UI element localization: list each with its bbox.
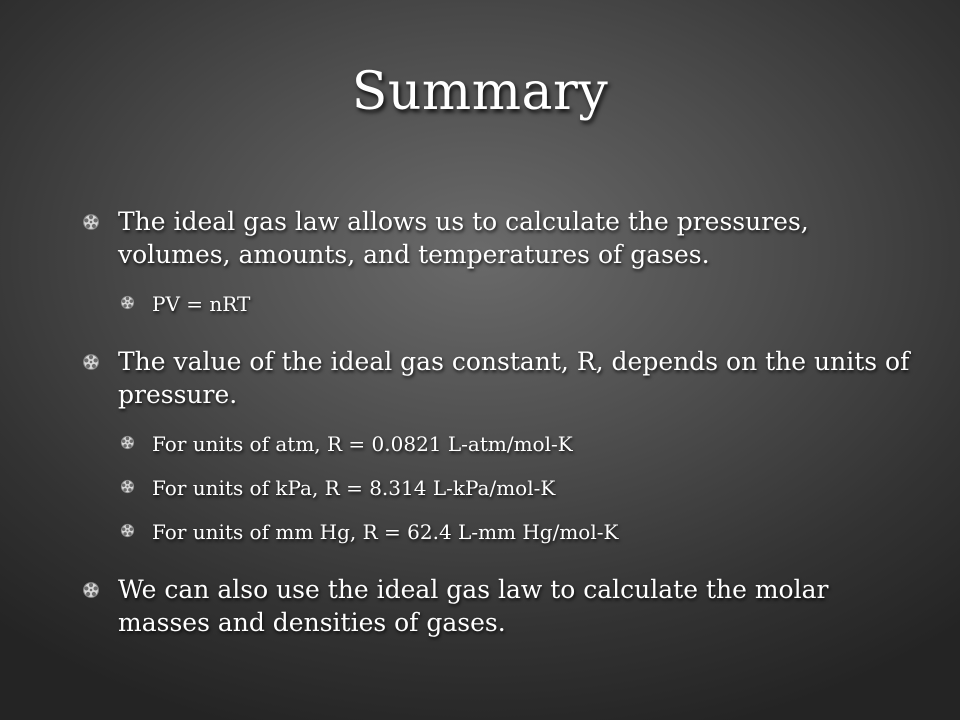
bullet-list (82, 205, 922, 639)
bullet-item (82, 205, 922, 271)
wheel-bullet-icon (82, 213, 100, 231)
bullet-item (82, 345, 922, 411)
sub-bullet-item (82, 431, 922, 457)
sub-bullet-text: For units of atm, R = 0.0821 L-atm/mol-K (152, 432, 573, 456)
wheel-bullet-icon (120, 523, 135, 538)
sub-bullet-item (82, 519, 922, 545)
wheel-bullet-icon (120, 295, 135, 310)
sub-bullet-item (82, 475, 922, 501)
bullet-text: The value of the ideal gas constant, R, depends on the units of pressure. (118, 347, 910, 409)
wheel-bullet-icon (82, 581, 100, 599)
slide-title: Summary (351, 62, 609, 122)
bullet-item (82, 573, 922, 639)
sub-bullet-item (82, 291, 922, 317)
bullet-text: The ideal gas law allows us to calculate the pressures, volumes, amounts, and temperatures of gases. (118, 207, 809, 269)
bullet-text: We can also use the ideal gas law to calculate the molar masses and densities of gases. (118, 575, 829, 637)
sub-bullet-text: For units of mm Hg, R = 62.4 L-mm Hg/mol-K (152, 520, 619, 544)
sub-bullet-text: For units of kPa, R = 8.314 L-kPa/mol-K (152, 476, 556, 500)
wheel-bullet-icon (120, 435, 135, 450)
sub-bullet-text: PV = nRT (152, 292, 251, 316)
wheel-bullet-icon (82, 353, 100, 371)
wheel-bullet-icon (120, 479, 135, 494)
